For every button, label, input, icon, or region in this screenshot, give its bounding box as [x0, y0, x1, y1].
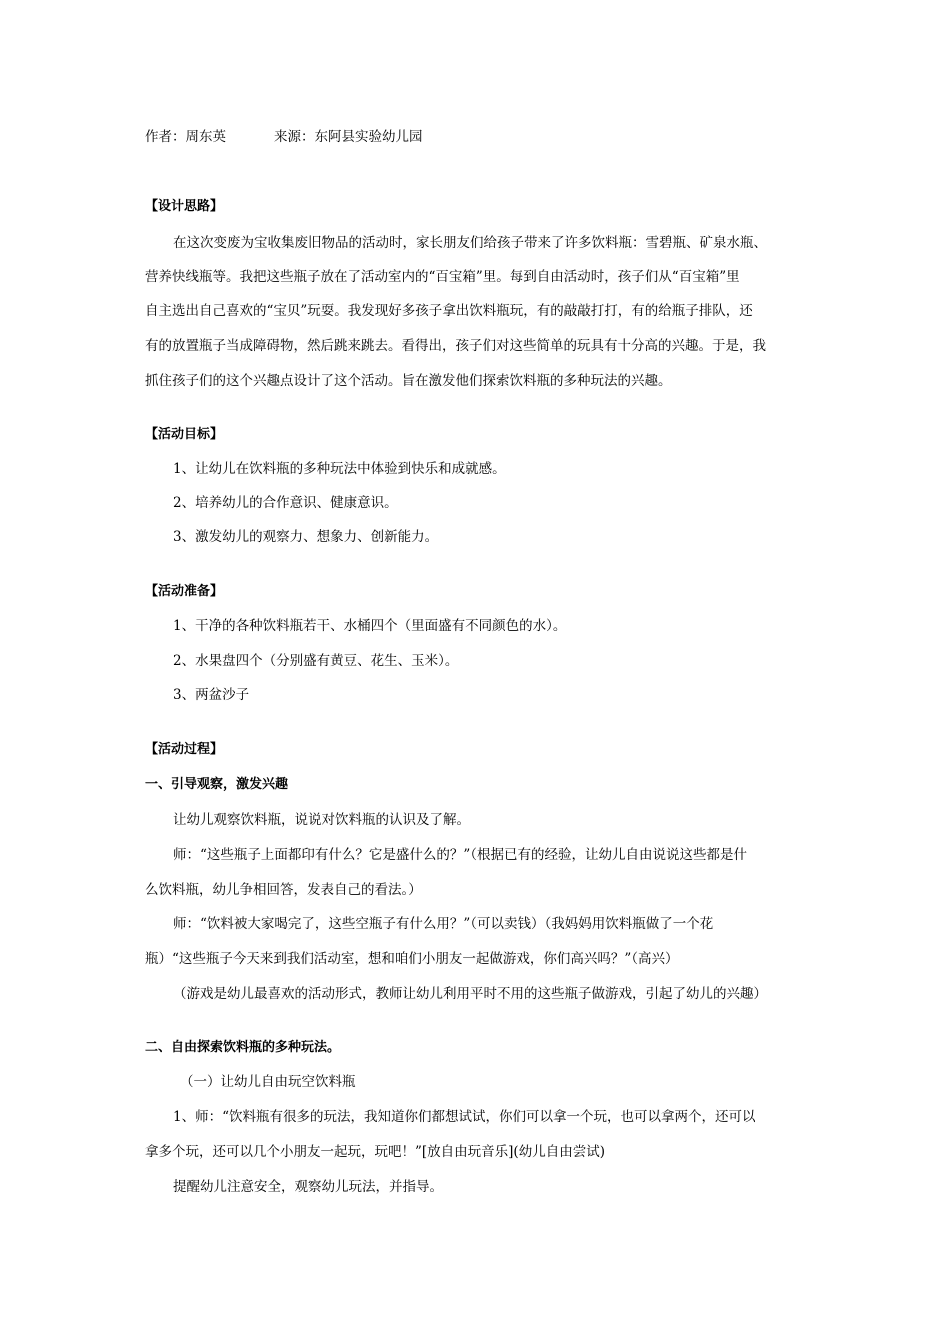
byline	[145, 127, 815, 147]
process-line: 师：“饮料被大家喝完了，这些空瓶子有什么用？”（可以卖钱）（我妈妈用饮料瓶做了一个花	[173, 916, 714, 932]
prep-item: 2、水果盘四个（分别盛有黄豆、花生、玉米）。	[173, 653, 459, 669]
prep-item: 3、两盆沙子	[173, 687, 250, 703]
design-line: 有的放置瓶子当成障碍物，然后跳来跳去。看得出，孩子们对这些简单的玩具有十分高的兴趣。于是，我	[145, 338, 766, 354]
goals-heading: 【活动目标】	[145, 427, 224, 442]
process-line: （游戏是幼儿最喜欢的活动形式，教师让幼儿利用平时不用的这些瓶子做游戏，引起了幼儿的兴趣）	[173, 986, 767, 1002]
section-title: 一、引导观察，激发兴趣	[145, 777, 289, 792]
process-line: 么饮料瓶，幼儿争相回答，发表自己的看法。）	[145, 882, 422, 898]
design-line: 在这次变废为宝收集废旧物品的活动时，家长朋友们给孩子带来了许多饮料瓶：雪碧瓶、矿泉水瓶、	[173, 235, 767, 251]
source: 来源：东阿县实验幼儿园	[274, 129, 423, 145]
prep-heading: 【活动准备】	[145, 584, 224, 599]
section-title: 二、自由探索饮料瓶的多种玩法。	[145, 1040, 341, 1055]
process-line: 让幼儿观察饮料瓶，说说对饮料瓶的认识及了解。	[173, 812, 470, 828]
process-line: 拿多个玩，还可以几个小朋友一起玩，玩吧！”[放自由玩音乐](幼儿自由尝试)	[145, 1144, 605, 1160]
goal-item: 2、培养幼儿的合作意识、健康意识。	[173, 495, 398, 511]
design-line: 抓住孩子们的这个兴趣点设计了这个活动。旨在激发他们探索饮料瓶的多种玩法的兴趣。	[145, 373, 672, 389]
process-line: 师：“这些瓶子上面都印有什么？它是盛什么的？”（根据已有的经验，让幼儿自由说说这些都是什	[173, 847, 748, 863]
process-line: 提醒幼儿注意安全，观察幼儿玩法，并指导。	[173, 1179, 443, 1195]
process-line: 瓶）“这些瓶子今天来到我们活动室，想和咱们小朋友一起做游戏，你们高兴吗？”（高兴）	[145, 951, 679, 967]
process-line: 1、师：“饮料瓶有很多的玩法，我知道你们都想试试，你们可以拿一个玩，也可以拿两个，还可以	[173, 1109, 756, 1125]
prep-item: 1、干净的各种饮料瓶若干、水桶四个（里面盛有不同颜色的水）。	[173, 618, 567, 634]
author: 作者：周东英	[145, 129, 226, 145]
design-heading: 【设计思路】	[145, 199, 224, 214]
design-line: 自主选出自己喜欢的“宝贝”玩耍。我发现好多孩子拿出饮料瓶玩，有的敲敲打打，有的给瓶子排队，还	[145, 303, 753, 319]
design-line: 营养快线瓶等。我把这些瓶子放在了活动室内的“百宝箱”里。每到自由活动时，孩子们从“百宝箱”里	[145, 269, 740, 285]
subsection-title: （一）让幼儿自由玩空饮料瓶	[180, 1074, 356, 1090]
goal-item: 1、让幼儿在饮料瓶的多种玩法中体验到快乐和成就感。	[173, 461, 506, 477]
process-heading: 【活动过程】	[145, 742, 224, 757]
goal-item: 3、激发幼儿的观察力、想象力、创新能力。	[173, 529, 439, 545]
